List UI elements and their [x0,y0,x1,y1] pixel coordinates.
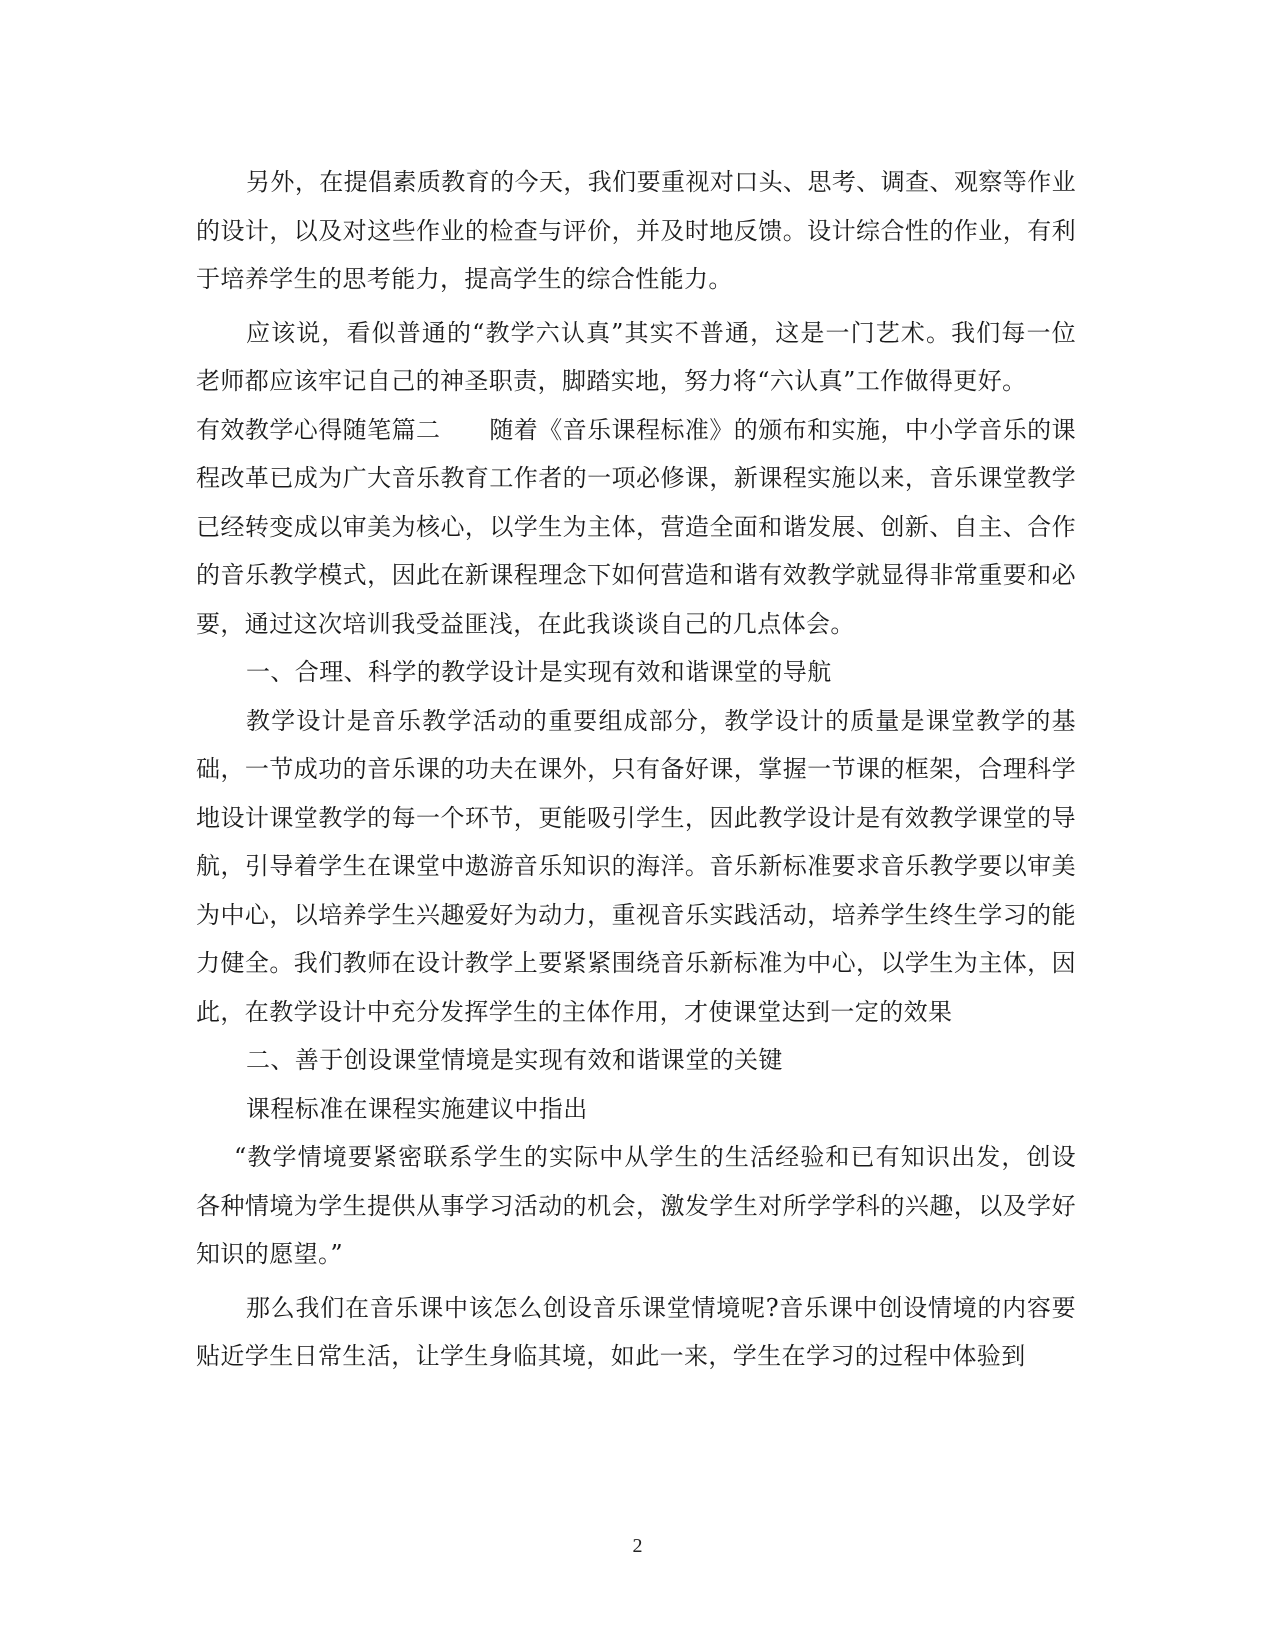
section-heading-two: 二、善于创设课堂情境是实现有效和谐课堂的关键 [246,1046,783,1074]
paragraph-curriculum-standard: 课程标准在课程实施建议中指出 [246,1094,588,1123]
paragraph-quotation: “教学情境要紧密联系学生的实际中从学生的生活经验和已有知识出发，创设各种情境为学生提供从事学习活动的机会，激发学生对所学学科的兴趣，以及学好知识的愿望。” [196,1143,1076,1268]
paragraph-teaching-design: 教学设计是音乐教学活动的重要组成部分，教学设计的质量是课堂教学的基础，一节成功的音乐课的功夫在课外，只有备好课，掌握一节课的框架，合理科学地设计课堂教学的每一个环节，更能吸引学生，因此教学设计是有效教学课堂的导航，引导着学生在课堂中遨游音乐知识的海洋。音乐新标准要求音乐教学要以审美为中心，以培养学生兴趣爱好为动力，重视音乐实践活动，培养学生终生学习的能力健全。我们教师在设计教学上要紧紧围绕音乐新标准为中心，以学生为主体，因此，在教学设计中充分发挥学生的主体作用，才使课堂达到一定的效果 [196,706,1076,1026]
paragraph-create-situation: 那么我们在音乐课中该怎么创设音乐课堂情境呢?音乐课中创设情境的内容要贴近学生日常生活，让学生身临其境，如此一来，学生在学习的过程中体验到 [196,1293,1076,1370]
section-heading-one: 一、合理、科学的教学设计是实现有效和谐课堂的导航 [246,658,832,686]
document-body [196,158,1076,1381]
page-number: 2 [632,1535,643,1557]
paragraph-part-two-intro: 有效教学心得随笔篇二 随着《音乐课程标准》的颁布和实施，中小学音乐的课程改革已成为广大音乐教育工作者的一项必修课，新课程实施以来，音乐课堂教学已经转变成以审美为核心，以学生为主体，营造全面和谐发展、创新、自主、合作的音乐教学模式，因此在新课程理念下如何营造和谐有效教学就显得非常重要和必要，通过这次培训我受益匪浅，在此我谈谈自己的几点体会。 [196,415,1076,638]
paragraph-homework-design: 另外，在提倡素质教育的今天，我们要重视对口头、思考、调查、观察等作业的设计，以及对这些作业的检查与评价，并及时地反馈。设计综合性的作业，有利于培养学生的思考能力，提高学生的综合性能力。 [196,168,1076,293]
paragraph-six-diligence: 应该说，看似普通的“教学六认真”其实不普通，这是一门艺术。我们每一位老师都应该牢记自己的神圣职责，脚踏实地，努力将“六认真”工作做得更好。 [196,318,1076,395]
